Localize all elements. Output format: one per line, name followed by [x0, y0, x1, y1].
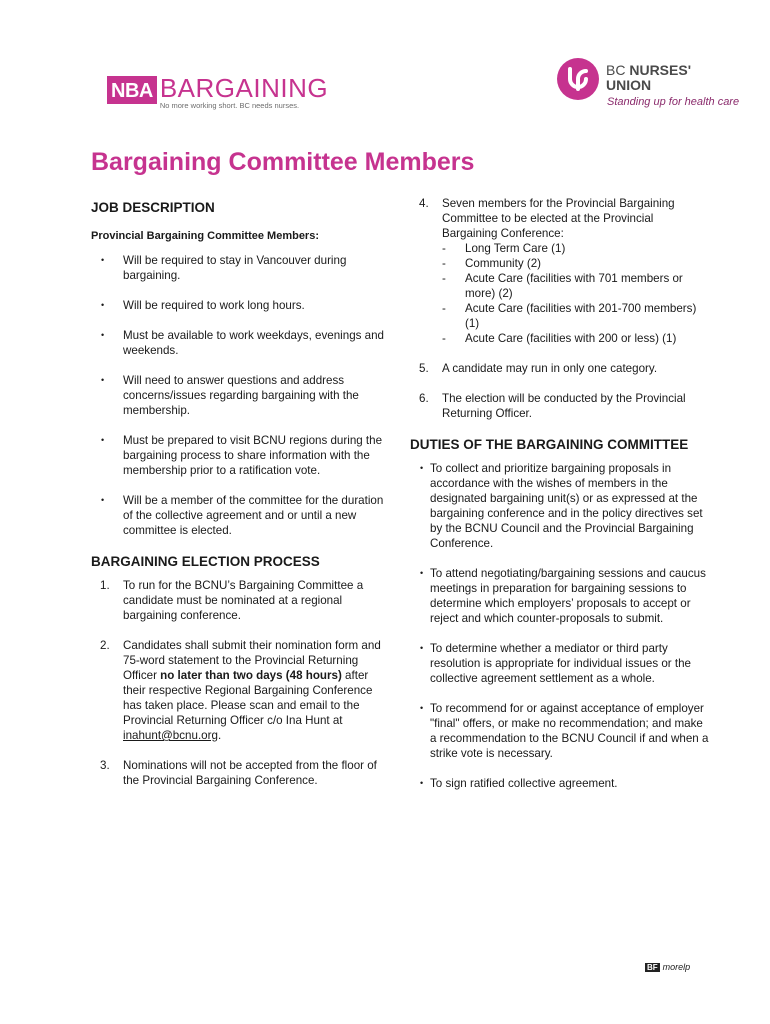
bcnu-tagline: Standing up for health care — [607, 96, 740, 108]
bullet-dot-icon: • — [101, 495, 105, 505]
bullet-dot-icon: • — [101, 255, 105, 265]
list-item: • Will be required to stay in Vancouver during bargaining. — [91, 253, 391, 283]
bullet-dot-icon: • — [420, 643, 424, 653]
list-item: • To recommend for or against acceptance of employer "final" offers, or make no recommendation; and make a recommendation to the BCNU Council if and when a strike vote is necessary. — [410, 701, 710, 761]
list-item: • To collect and prioritize bargaining proposals in accordance with the wishes of members in the designated bargaining unit(s) or as expressed at the bargaining conference and in the policy directives set by the BCNU Council and the Provincial Bargaining Conference. — [410, 461, 710, 551]
list-item: 5. A candidate may run in only one category. — [419, 362, 658, 375]
bcnu-logo — [557, 58, 691, 100]
list-item: 2. Candidates shall submit their nomination form and 75-word statement to the Provincial Returning Officer no later than two days (48 hours) after their respective Regional Bargaining Conference has taken place. Please scan and email to the Provincial Returning Officer c/o Ina Hunt at inahunt@bcnu.org. — [100, 639, 381, 742]
bcnu-logo-nurses: NURSES' — [629, 62, 692, 78]
list-item: • Must be prepared to visit BCNU regions during the bargaining process to share information with the membership prior to a ratification vote. — [91, 433, 391, 478]
list-item: - Acute Care (facilities with 200 or less) (1) — [442, 332, 677, 345]
footer-brand-box: BF — [647, 962, 658, 972]
bullet-dot-icon: • — [420, 703, 424, 713]
nba-bargaining-logo — [107, 73, 329, 110]
list-item: • To determine whether a mediator or third party resolution is appropriate for individual issues or the collective agreement settlement as a whole. — [410, 641, 710, 686]
nba-logo-tagline: No more working short. BC needs nurses. — [159, 101, 300, 110]
footer-brand-mark — [645, 962, 690, 972]
list-item: • To attend negotiating/bargaining sessions and caucus meetings in preparation for bargaining sessions to determine which employers’ proposals to accept or reject and which counter-proposals to submit. — [410, 566, 710, 626]
bullet-dot-icon: • — [420, 463, 424, 473]
bcnu-logo-union: UNION — [606, 77, 652, 93]
election-process-list-continued — [410, 196, 710, 421]
list-item: • Will need to answer questions and address concerns/issues regarding bargaining with the membership. — [91, 373, 391, 418]
job-description-subheading: Provincial Bargaining Committee Members: — [91, 230, 319, 242]
list-item: 4. Seven members for the Provincial Bargaining Committee to be elected at the Provincial Bargaining Conference: - Long Term Care (1) - Community (2) - Acute Care (facilities with 701 members or more) (2) - Acute Care (facilities with 201-700 members) (1) - Acute Care (facilities with 200 or less) (1) — [410, 196, 710, 346]
list-item: - Acute Care (facilities with 701 members or more) (2) — [442, 272, 683, 300]
right-column — [410, 196, 710, 806]
duties-heading: DUTIES OF THE BARGAINING COMMITTEE — [410, 437, 689, 452]
committee-composition-list — [442, 241, 710, 346]
list-item: - Community (2) — [442, 257, 542, 270]
list-item: • Will be a member of the committee for the duration of the collective agreement and or until a new committee is elected. — [91, 493, 391, 538]
footer-brand-text: morelp — [662, 962, 691, 972]
list-item: • Must be available to work weekdays, evenings and weekends. — [91, 328, 391, 358]
bcnu-logo-bc: BC — [606, 62, 626, 78]
returning-officer-email-link[interactable]: inahunt@bcnu.org — [123, 729, 218, 742]
list-item: 3. Nominations will not be accepted from the floor of the Provincial Bargaining Conference. — [100, 759, 377, 787]
bullet-dot-icon: • — [101, 300, 105, 310]
bullet-dot-icon: • — [420, 568, 424, 578]
bullet-dot-icon: • — [101, 435, 105, 445]
list-item: 6. The election will be conducted by the Provincial Returning Officer. — [419, 392, 686, 420]
duties-list — [410, 461, 710, 791]
election-process-heading: BARGAINING ELECTION PROCESS — [91, 554, 320, 569]
deadline-emphasis: no later than two days (48 hours) — [160, 669, 342, 682]
list-item: - Acute Care (facilities with 201-700 members) (1) — [442, 302, 697, 330]
bcnu-logo-icon — [557, 58, 599, 100]
job-description-list — [91, 253, 391, 538]
list-item: - Long Term Care (1) — [442, 242, 566, 255]
nba-logo-word: BARGAINING — [159, 73, 329, 103]
page-title: Bargaining Committee Members — [91, 148, 475, 176]
list-item: • To sign ratified collective agreement. — [410, 776, 710, 791]
job-description-heading: JOB DESCRIPTION — [91, 200, 215, 215]
list-item: 1. To run for the BCNU’s Bargaining Committee a candidate must be nominated at a regional bargaining conference. — [100, 579, 364, 622]
committee-composition-intro: Seven members for the Provincial Bargaining Committee to be elected at the Provincial Bargaining Conference: — [442, 197, 675, 240]
bullet-dot-icon: • — [101, 375, 105, 385]
list-item: • Will be required to work long hours. — [91, 298, 391, 313]
nba-logo-box: NBA — [107, 76, 157, 104]
bullet-dot-icon: • — [420, 778, 424, 788]
election-process-list — [91, 578, 391, 788]
bullet-dot-icon: • — [101, 330, 105, 340]
left-column — [91, 199, 391, 803]
